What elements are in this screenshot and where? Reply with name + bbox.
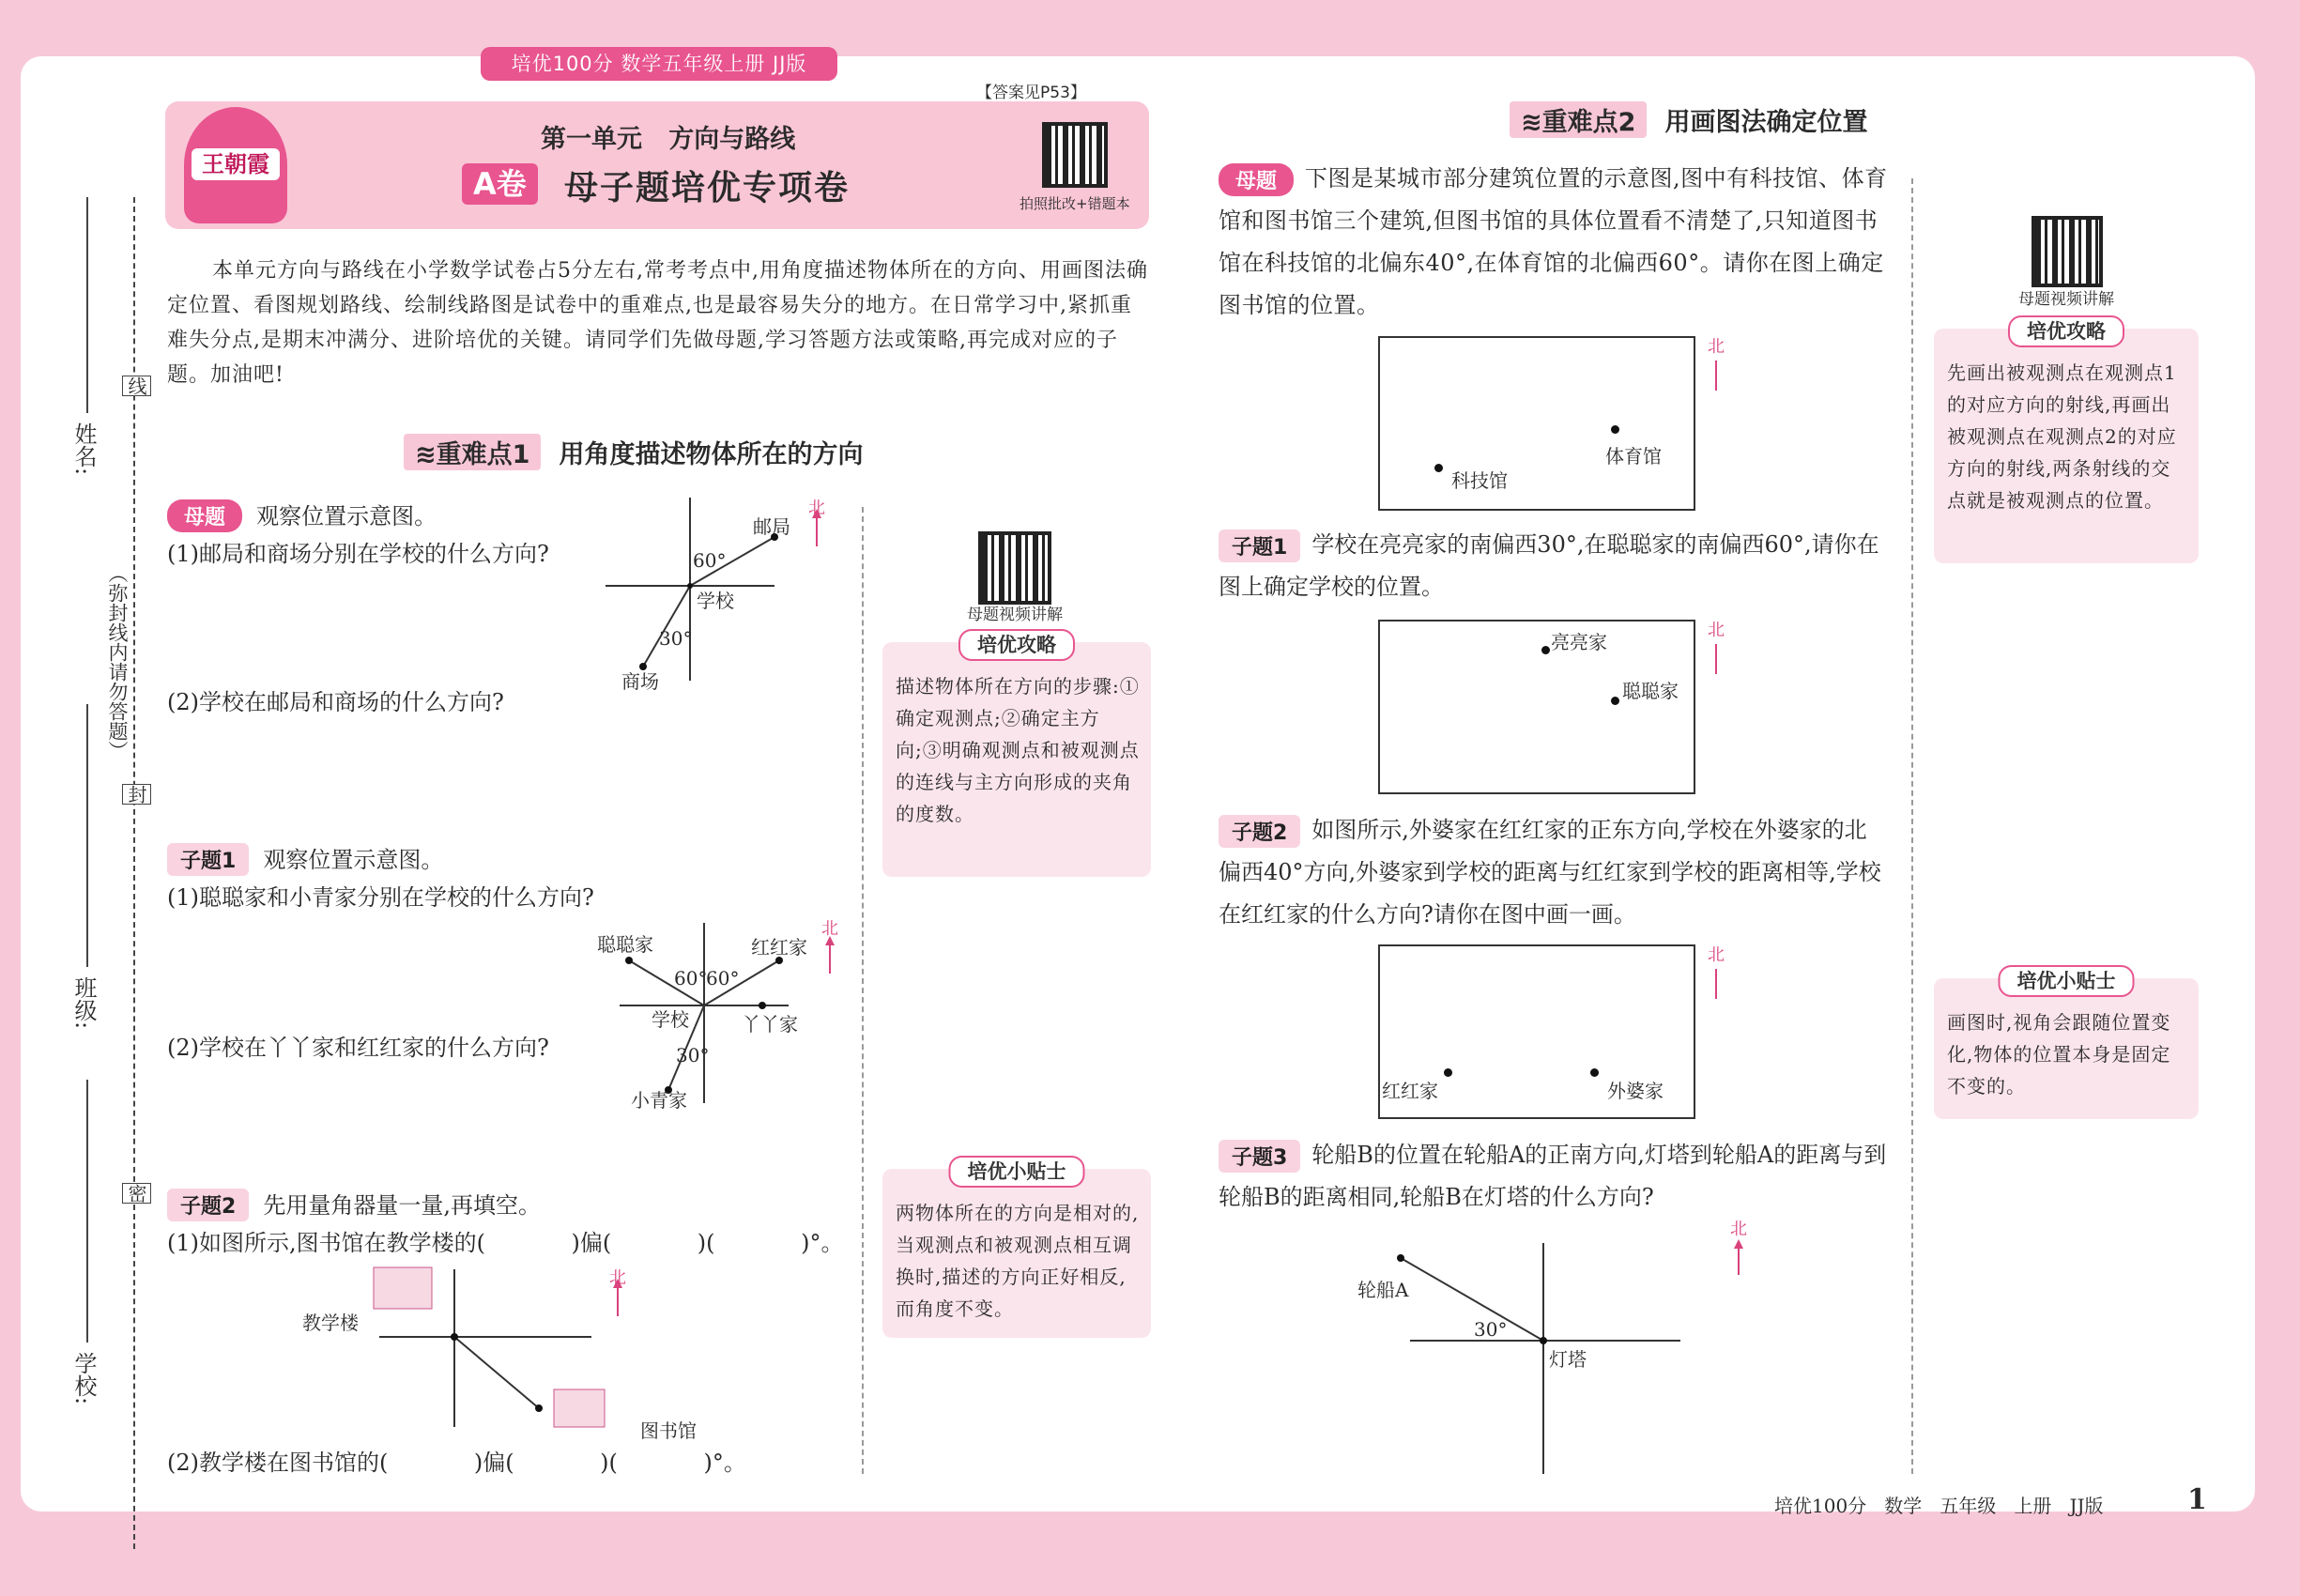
name-label: 姓名: — [70, 422, 97, 476]
s2-sub2-hong-dot — [1444, 1068, 1452, 1077]
section2-title: 用画图法确定位置 — [1664, 108, 1868, 137]
s1-sub1-prompt: 观察位置示意图。 — [263, 847, 444, 873]
s2-sub3-shipA: 轮船A — [1357, 1279, 1409, 1301]
s1-sub1-q2: (2)学校在丫丫家和红红家的什么方向? — [167, 1035, 549, 1061]
grading-qr-code[interactable] — [1042, 122, 1108, 188]
s1-tip-strategy — [882, 634, 1151, 877]
name-line — [86, 197, 88, 413]
right-column-divider — [1911, 178, 1913, 1474]
s2-video-caption: 母题视频讲解 — [2018, 290, 2114, 309]
s1-mother-mall: 商场 — [621, 670, 659, 693]
logo-text: 王朝霞 — [192, 148, 280, 180]
s1-sub2-north: 北 — [609, 1268, 626, 1288]
s2-sub3-text: 轮船B的位置在轮船A的正南方向,灯塔到轮船A的距离与到轮船B的距离相同,轮船B在灯塔的什么方向? — [1219, 1142, 1887, 1210]
s1-sub1-row — [167, 839, 443, 881]
s2-sub1-cong: 聪聪家 — [1622, 680, 1679, 702]
s1-tip-hint — [882, 1160, 1151, 1338]
s2-tip-hint — [1934, 970, 2199, 1119]
s2-tip-strategy-text: 先画出被观测点在观测点1的对应方向的射线,再画出被观测点在观测点2的对应方向的射线,两条射线的交点就是被观测点的位置。 — [1947, 361, 2177, 512]
s2-sub2-north: 北 — [1708, 945, 1725, 965]
s1-mother-q2: (2)学校在邮局和商场的什么方向? — [167, 689, 504, 715]
mark-seal: 封 — [122, 784, 151, 805]
s2-mother — [1219, 158, 1889, 327]
s1-mother-school: 学校 — [697, 590, 734, 612]
s1-video-qr-code[interactable] — [978, 531, 1051, 605]
s2-sub2-text: 如图所示,外婆家在红红家的正东方向,学校在外婆家的北偏西40°方向,外婆家到学校的距离与红红家到学校的距离相等,学校在红红家的什么方向?请你在图中画一画。 — [1219, 817, 1881, 928]
s1-sub2-lib: 图书馆 — [640, 1420, 697, 1442]
intro-paragraph: 本单元方向与路线在小学数学试卷占5分左右,常考考点中,用角度描述物体所在的方向、用画图法确定位置、看图规划路线、绘制线路图是试卷中的重难点,也是最容易失分的地方。在日常学习中,紧抓重难失分点,是期末冲满分、进阶培优的关键。请同学们先做母题,学习答题方法或策略,再完成对应的子题。加油吧! — [167, 259, 1148, 387]
s2-sub2-grandma: 外婆家 — [1607, 1080, 1664, 1102]
section2-header — [1510, 101, 1868, 138]
paper-label: A卷 — [462, 163, 538, 205]
s1-sub1-ya: 丫丫家 — [742, 1013, 798, 1036]
s2-sub1-label: 子题1 — [1219, 529, 1300, 562]
s2-tip-strategy-title: 培优攻略 — [2008, 315, 2124, 347]
s1-sub2-prompt: 先用量角器量一量,再填空。 — [263, 1192, 542, 1219]
s2-sub3 — [1219, 1134, 1889, 1219]
qr-caption: 拍照批改+错题本 — [1020, 195, 1130, 212]
s1-mother-north: 北 — [808, 499, 825, 518]
s1-sub2-q1: (1)如图所示,图书馆在教学楼的( )偏( )( )°。 — [167, 1230, 844, 1256]
s1-sub1-angle30: 30° — [676, 1044, 710, 1067]
s1-mother-label: 母题 — [167, 499, 242, 532]
s1-sub1-cong: 聪聪家 — [597, 933, 653, 956]
s2-mother-north: 北 — [1708, 337, 1725, 357]
s1-mother-q1: (1)邮局和商场分别在学校的什么方向? — [167, 541, 549, 567]
s2-video-qr-code[interactable] — [2032, 216, 2103, 287]
s2-mother-gym: 体育馆 — [1605, 445, 1662, 468]
s2-mother-sci: 科技馆 — [1451, 469, 1508, 492]
s1-video-caption: 母题视频讲解 — [967, 606, 1063, 624]
s1-sub1-angle-left: 60° — [674, 967, 708, 990]
section1-tag: ≋重难点1 — [404, 434, 541, 470]
s2-tip-hint-text: 画图时,视角会跟随位置变化,物体的位置本身是固定不变的。 — [1947, 1011, 2171, 1097]
class-line — [86, 704, 88, 967]
s2-sub2 — [1219, 809, 1889, 936]
title-banner — [165, 101, 1149, 229]
s2-sub1-liang: 亮亮家 — [1551, 631, 1607, 653]
s2-sub2-north-arrow — [1715, 969, 1717, 999]
s2-tip-strategy — [1934, 320, 2199, 563]
s1-sub1-north: 北 — [821, 919, 838, 939]
class-label: 班级: — [70, 976, 97, 1030]
s2-sub1 — [1219, 524, 1889, 608]
s1-sub1-q1: (1)聪聪家和小青家分别在学校的什么方向? — [167, 884, 594, 911]
s1-sub2-figure — [357, 1258, 751, 1436]
s1-sub2-row — [167, 1185, 541, 1226]
logo-badge — [184, 107, 287, 223]
s2-mother-sci-dot — [1434, 464, 1443, 472]
s1-sub1-hong: 红红家 — [751, 936, 807, 959]
s2-mother-map — [1378, 336, 1695, 511]
s1-sub2-label: 子题2 — [167, 1189, 249, 1221]
left-column-divider — [862, 507, 864, 1474]
unit-title: 第一单元 方向与路线 — [541, 125, 796, 154]
section1-header — [404, 434, 864, 470]
s1-sub1-label: 子题1 — [167, 843, 249, 876]
s2-tip-hint-title: 培优小贴士 — [1999, 965, 2135, 997]
s1-sub1-xiao: 小青家 — [631, 1089, 687, 1112]
s1-sub1-school: 学校 — [652, 1008, 689, 1031]
s2-sub2-hong: 红红家 — [1382, 1080, 1438, 1102]
mark-line: 线 — [122, 376, 151, 396]
s1-sub2-q2: (2)教学楼在图书馆的( )偏( )( )°。 — [167, 1450, 746, 1476]
s1-mother-row — [167, 496, 437, 537]
s2-sub1-cong-dot — [1611, 697, 1619, 705]
s2-sub1-liang-dot — [1541, 646, 1550, 654]
seal-dashed-line — [133, 197, 135, 1549]
s2-sub3-north: 北 — [1730, 1220, 1747, 1239]
s1-mother-angle30: 30° — [659, 627, 693, 650]
s2-sub1-north-arrow — [1715, 644, 1717, 674]
footer-text: 培优100分 数学 五年级 上册 JJ版 — [1774, 1495, 2104, 1517]
s1-sub2-teach: 教学楼 — [302, 1312, 359, 1334]
school-label: 学校: — [70, 1352, 97, 1405]
s2-mother-north-arrow — [1715, 361, 1717, 391]
s1-tip-hint-title: 培优小贴士 — [949, 1156, 1085, 1188]
school-line — [86, 1080, 88, 1343]
section2-tag: ≋重难点2 — [1510, 101, 1647, 138]
s2-sub1-text: 学校在亮亮家的南偏西30°,在聪聪家的南偏西60°,请你在图上确定学校的位置。 — [1219, 531, 1879, 600]
s2-mother-text: 下图是某城市部分建筑位置的示意图,图中有科技馆、体育馆和图书馆三个建筑,但图书馆的具体位置看不清楚了,只知道图书馆在科技馆的北偏东40°,在体育馆的北偏西60°。请你在图上确定图书馆的位置。 — [1219, 165, 1888, 318]
s2-sub1-north: 北 — [1708, 621, 1725, 640]
mark-secret: 密 — [122, 1183, 151, 1204]
s1-tip-strategy-title: 培优攻略 — [958, 629, 1075, 661]
s2-sub3-tower: 灯塔 — [1549, 1348, 1587, 1371]
s1-tip-hint-text: 两物体所在的方向是相对的,当观测点和被观测点相互调换时,描述的方向正好相反,而角度不变。 — [896, 1202, 1140, 1320]
seal-note: （弥封线内请勿答题） — [106, 563, 129, 760]
answer-reference: 【答案见P53】 — [976, 84, 1086, 102]
s2-sub2-grandma-dot — [1590, 1068, 1599, 1077]
s2-sub3-label: 子题3 — [1219, 1140, 1300, 1173]
section1-title: 用角度描述物体所在的方向 — [559, 440, 864, 469]
s1-mother-post: 邮局 — [753, 515, 790, 538]
s1-sub1-angle-right: 60° — [706, 967, 740, 990]
s1-tip-strategy-text: 描述物体所在方向的步骤:①确定观测点;②确定主方向;③明确观测点和被观测点的连线与主方向形成的夹角的度数。 — [896, 675, 1140, 825]
s1-mother-angle60: 60° — [693, 549, 727, 572]
s2-mother-label: 母题 — [1219, 163, 1294, 196]
s1-mother-prompt: 观察位置示意图。 — [256, 503, 437, 529]
s2-sub3-angle: 30° — [1474, 1318, 1508, 1341]
binding-margin — [56, 103, 169, 1493]
page-number: 1 — [2187, 1483, 2207, 1516]
series-banner: 培优100分 数学五年级上册 JJ版 — [481, 47, 837, 81]
paper-title: 母子题培优专项卷 — [564, 169, 851, 207]
s2-sub1-map — [1378, 620, 1695, 794]
s2-sub2-label: 子题2 — [1219, 815, 1300, 848]
s2-mother-gym-dot — [1611, 425, 1619, 434]
